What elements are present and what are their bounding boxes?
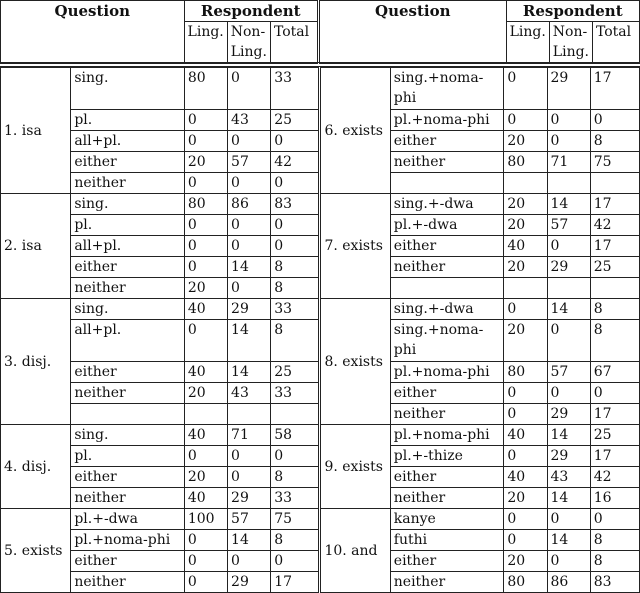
value-nonling-left: 57	[228, 509, 271, 530]
value-nonling-left: 71	[228, 425, 271, 446]
option-right	[390, 278, 504, 299]
value-ling-left: 0	[184, 173, 227, 194]
value-nonling-right: 14	[547, 488, 590, 509]
value-nonling-right: 0	[547, 110, 590, 131]
option-right: neither	[390, 572, 504, 593]
value-ling-right: 40	[504, 467, 547, 488]
option-left: either	[71, 152, 185, 173]
value-ling-left: 20	[184, 383, 227, 404]
value-nonling-right: 14	[547, 299, 590, 320]
value-total-right: 17	[590, 404, 639, 425]
header-respondent-left: Respondent	[184, 1, 318, 22]
option-left: pl.+-dwa	[71, 509, 185, 530]
value-ling-left: 0	[184, 446, 227, 467]
col-nonling-line1: Non-	[552, 24, 588, 40]
value-ling-left: 40	[184, 299, 227, 320]
header-question-right: Question	[318, 1, 506, 64]
value-total-right: 25	[590, 257, 639, 278]
value-ling-left	[184, 404, 227, 425]
value-total-left: 8	[271, 257, 320, 278]
value-nonling-right: 29	[547, 404, 590, 425]
option-left: neither	[71, 572, 185, 593]
option-left: sing.	[71, 194, 185, 215]
option-left: pl.	[71, 446, 185, 467]
value-ling-right: 20	[504, 488, 547, 509]
option-left: either	[71, 362, 185, 383]
value-ling-left: 20	[184, 152, 227, 173]
question-label-right: 7. exists	[320, 194, 390, 299]
value-ling-right: 20	[504, 551, 547, 572]
value-nonling-right	[547, 173, 590, 194]
table-row	[1, 509, 640, 530]
value-nonling-right: 0	[547, 383, 590, 404]
value-ling-right: 0	[504, 404, 547, 425]
option-left: all+pl.	[71, 236, 185, 257]
value-ling-left: 0	[184, 572, 227, 593]
question-label-right: 8. exists	[320, 299, 390, 425]
value-ling-right: 40	[504, 236, 547, 257]
value-total-left: 0	[271, 446, 320, 467]
option-right: pl.+-dwa	[390, 215, 504, 236]
value-nonling-left: 0	[228, 551, 271, 572]
value-total-right: 42	[590, 467, 639, 488]
table-body	[0, 67, 640, 593]
value-total-right: 8	[590, 530, 639, 551]
option-right: pl.+noma-phi	[390, 110, 504, 131]
question-label-left: 3. disj.	[1, 299, 71, 425]
value-nonling-left: 0	[228, 68, 271, 110]
value-total-left: 0	[271, 551, 320, 572]
col-nonling-line2: Ling.	[230, 44, 267, 60]
value-ling-left: 80	[184, 68, 227, 110]
option-right: sing.+noma-phi	[390, 68, 504, 110]
value-nonling-right: 43	[547, 467, 590, 488]
value-total-left: 83	[271, 194, 320, 215]
col-total-right: Total	[593, 22, 640, 64]
col-nonling-line2: Ling.	[552, 44, 589, 60]
value-ling-left: 40	[184, 488, 227, 509]
value-ling-right: 20	[504, 215, 547, 236]
value-total-right: 75	[590, 152, 639, 173]
option-right: neither	[390, 257, 504, 278]
option-right: pl.+noma-phi	[390, 362, 504, 383]
option-right: neither	[390, 152, 504, 173]
option-left: sing.	[71, 299, 185, 320]
option-left: all+pl.	[71, 320, 185, 362]
option-right: either	[390, 131, 504, 152]
value-ling-left: 40	[184, 362, 227, 383]
value-ling-left: 20	[184, 467, 227, 488]
value-total-left: 8	[271, 278, 320, 299]
value-total-right: 0	[590, 509, 639, 530]
option-right: sing.+noma-phi	[390, 320, 504, 362]
table-row	[1, 194, 640, 215]
option-left: neither	[71, 383, 185, 404]
value-nonling-left: 29	[228, 572, 271, 593]
value-ling-left: 0	[184, 257, 227, 278]
value-nonling-right: 0	[547, 236, 590, 257]
col-nonling-left	[227, 22, 270, 64]
value-total-right: 67	[590, 362, 639, 383]
option-left: neither	[71, 173, 185, 194]
value-ling-right: 0	[504, 299, 547, 320]
question-label-right: 9. exists	[320, 425, 390, 509]
value-nonling-left	[228, 404, 271, 425]
value-nonling-right: 0	[547, 320, 590, 362]
option-right: pl.+noma-phi	[390, 425, 504, 446]
value-ling-left: 0	[184, 110, 227, 131]
value-nonling-right: 0	[547, 509, 590, 530]
value-ling-right: 0	[504, 68, 547, 110]
value-total-right	[590, 278, 639, 299]
value-nonling-left: 0	[228, 278, 271, 299]
value-nonling-right: 14	[547, 194, 590, 215]
value-total-left: 33	[271, 68, 320, 110]
option-right: sing.+-dwa	[390, 299, 504, 320]
value-nonling-right: 29	[547, 68, 590, 110]
option-left: all+pl.	[71, 131, 185, 152]
value-nonling-left: 14	[228, 530, 271, 551]
value-total-left: 8	[271, 320, 320, 362]
option-right: sing.+-dwa	[390, 194, 504, 215]
header-question-left: Question	[1, 1, 185, 64]
value-nonling-right: 57	[547, 215, 590, 236]
value-total-left: 0	[271, 131, 320, 152]
value-total-right: 17	[590, 68, 639, 110]
value-ling-left: 20	[184, 278, 227, 299]
value-nonling-right	[547, 278, 590, 299]
value-total-left: 25	[271, 362, 320, 383]
table-header	[0, 0, 640, 64]
col-nonling-line1: Non-	[230, 24, 266, 40]
value-ling-right: 20	[504, 257, 547, 278]
value-nonling-right: 0	[547, 131, 590, 152]
value-total-right: 8	[590, 299, 639, 320]
value-total-left	[271, 404, 320, 425]
value-total-right: 8	[590, 131, 639, 152]
value-total-right: 8	[590, 320, 639, 362]
value-ling-right: 80	[504, 152, 547, 173]
option-right: kanye	[390, 509, 504, 530]
col-total-left: Total	[270, 22, 318, 64]
value-nonling-left: 0	[228, 215, 271, 236]
value-ling-right: 0	[504, 530, 547, 551]
value-total-right: 8	[590, 551, 639, 572]
value-total-left: 33	[271, 383, 320, 404]
option-left: pl.	[71, 215, 185, 236]
value-nonling-right: 57	[547, 362, 590, 383]
value-ling-right: 80	[504, 362, 547, 383]
value-total-left: 33	[271, 488, 320, 509]
value-nonling-left: 29	[228, 488, 271, 509]
option-left: either	[71, 257, 185, 278]
value-total-left: 17	[271, 572, 320, 593]
table-row	[1, 299, 640, 320]
value-nonling-right: 0	[547, 551, 590, 572]
value-ling-right: 20	[504, 131, 547, 152]
value-total-left: 8	[271, 530, 320, 551]
option-right: neither	[390, 488, 504, 509]
value-nonling-left: 0	[228, 236, 271, 257]
value-total-right: 17	[590, 236, 639, 257]
value-ling-right: 40	[504, 425, 547, 446]
value-ling-left: 80	[184, 194, 227, 215]
value-nonling-left: 0	[228, 173, 271, 194]
value-ling-right: 80	[504, 572, 547, 593]
option-left: neither	[71, 488, 185, 509]
col-ling-left: Ling.	[184, 22, 227, 64]
value-nonling-left: 86	[228, 194, 271, 215]
value-total-right: 16	[590, 488, 639, 509]
table-row	[1, 425, 640, 446]
value-total-right: 17	[590, 194, 639, 215]
value-nonling-left: 14	[228, 320, 271, 362]
value-nonling-right: 14	[547, 425, 590, 446]
value-ling-right	[504, 173, 547, 194]
value-total-right	[590, 173, 639, 194]
option-left: either	[71, 551, 185, 572]
option-left: sing.	[71, 68, 185, 110]
value-ling-left: 40	[184, 425, 227, 446]
option-right: pl.+-thize	[390, 446, 504, 467]
value-ling-right: 0	[504, 446, 547, 467]
value-total-left: 42	[271, 152, 320, 173]
option-right: either	[390, 467, 504, 488]
value-total-right: 17	[590, 446, 639, 467]
value-total-left: 75	[271, 509, 320, 530]
value-ling-right: 20	[504, 320, 547, 362]
value-total-left: 0	[271, 215, 320, 236]
value-nonling-left: 29	[228, 299, 271, 320]
value-total-right: 25	[590, 425, 639, 446]
value-ling-left: 0	[184, 215, 227, 236]
table-row	[1, 68, 640, 110]
option-right	[390, 173, 504, 194]
question-label-left: 2. isa	[1, 194, 71, 299]
value-ling-right	[504, 278, 547, 299]
question-label-right: 6. exists	[320, 68, 390, 194]
value-nonling-left: 0	[228, 446, 271, 467]
value-nonling-right: 14	[547, 530, 590, 551]
value-total-right: 0	[590, 383, 639, 404]
value-total-left: 0	[271, 236, 320, 257]
value-ling-left: 0	[184, 551, 227, 572]
question-label-right: 10. and	[320, 509, 390, 593]
option-right: either	[390, 551, 504, 572]
value-nonling-right: 29	[547, 446, 590, 467]
value-total-left: 0	[271, 173, 320, 194]
value-nonling-left: 0	[228, 131, 271, 152]
option-left: pl.	[71, 110, 185, 131]
value-nonling-left: 57	[228, 152, 271, 173]
value-ling-left: 100	[184, 509, 227, 530]
question-label-left: 1. isa	[1, 68, 71, 194]
value-total-right: 0	[590, 110, 639, 131]
option-right: neither	[390, 404, 504, 425]
value-total-right: 42	[590, 215, 639, 236]
value-nonling-right: 71	[547, 152, 590, 173]
option-left: sing.	[71, 425, 185, 446]
header-respondent-right: Respondent	[506, 1, 639, 22]
value-ling-left: 0	[184, 131, 227, 152]
value-ling-right: 0	[504, 509, 547, 530]
value-nonling-left: 14	[228, 362, 271, 383]
value-nonling-left: 43	[228, 383, 271, 404]
col-ling-right: Ling.	[506, 22, 549, 64]
value-ling-right: 20	[504, 194, 547, 215]
question-label-left: 4. disj.	[1, 425, 71, 509]
col-nonling-right	[549, 22, 592, 64]
value-ling-right: 0	[504, 110, 547, 131]
value-ling-left: 0	[184, 236, 227, 257]
value-nonling-right: 86	[547, 572, 590, 593]
value-nonling-left: 43	[228, 110, 271, 131]
option-left: either	[71, 467, 185, 488]
value-ling-left: 0	[184, 320, 227, 362]
value-ling-right: 0	[504, 383, 547, 404]
value-total-left: 8	[271, 467, 320, 488]
value-ling-left: 0	[184, 530, 227, 551]
value-total-left: 58	[271, 425, 320, 446]
option-right: either	[390, 383, 504, 404]
value-nonling-right: 29	[547, 257, 590, 278]
value-total-left: 25	[271, 110, 320, 131]
value-nonling-left: 0	[228, 467, 271, 488]
option-left: pl.+noma-phi	[71, 530, 185, 551]
value-total-left: 33	[271, 299, 320, 320]
option-right: either	[390, 236, 504, 257]
value-nonling-left: 14	[228, 257, 271, 278]
option-left: neither	[71, 278, 185, 299]
option-left	[71, 404, 185, 425]
option-right: futhi	[390, 530, 504, 551]
value-total-right: 83	[590, 572, 639, 593]
question-label-left: 5. exists	[1, 509, 71, 593]
